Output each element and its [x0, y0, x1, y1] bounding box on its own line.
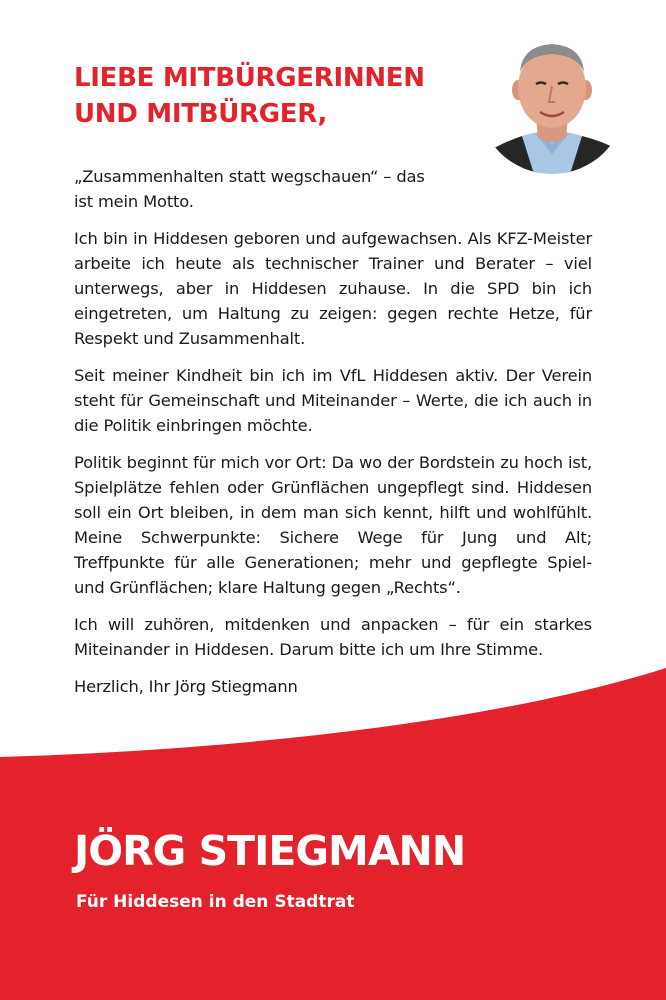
biography-paragraph: Ich bin in Hiddesen geboren und aufgewachsen. Als KFZ-Meister arbeite ich heute als technischer Trainer und Berater – viel unterwegs, aber in Hiddesen zuhause. In die SPD bin ich eingetreten, um Haltung zu zeigen: gegen rechte Hetze, für Respekt und Zusammenhalt.: [74, 229, 592, 348]
motto-paragraph: „Zusammenhalten statt wegschauen“ – das ist mein Motto.: [74, 167, 425, 211]
headline-line-2: UND MITBÜRGER,: [74, 99, 328, 129]
appeal-paragraph: Ich will zuhören, mitdenken und anpacken – für ein starkes Miteinander in Hiddesen. Darum bitte ich um Ihre Stimme.: [74, 615, 592, 659]
candidate-tagline: Für Hiddesen in den Stadtrat: [76, 892, 355, 912]
signoff: Herzlich, Ihr Jörg Stiegmann: [74, 677, 298, 696]
headline-line-1: LIEBE MITBÜRGERINNEN: [74, 63, 425, 93]
candidate-name: JÖRG STIEGMANN: [74, 827, 466, 875]
club-paragraph: Seit meiner Kindheit bin ich im VfL Hiddesen aktiv. Der Verein steht für Gemeinschaft und Miteinander – Werte, die ich auch in die Politik einbringen möchte.: [74, 366, 592, 435]
priorities-paragraph: Politik beginnt für mich vor Ort: Da wo der Bordstein zu hoch ist, Spielplätze fehlen oder Grünflächen ungepflegt sind. Hiddesen soll ein Ort bleiben, in dem man sich kennt, hilft und wohlfühlt. Meine Schwerpunkte: Sichere Wege für Jung und Alt; Treffpunkte für alle Generationen; mehr und gepflegte Spiel- und Grünflächen; klare Haltung gegen „Rechts“.: [74, 453, 592, 597]
